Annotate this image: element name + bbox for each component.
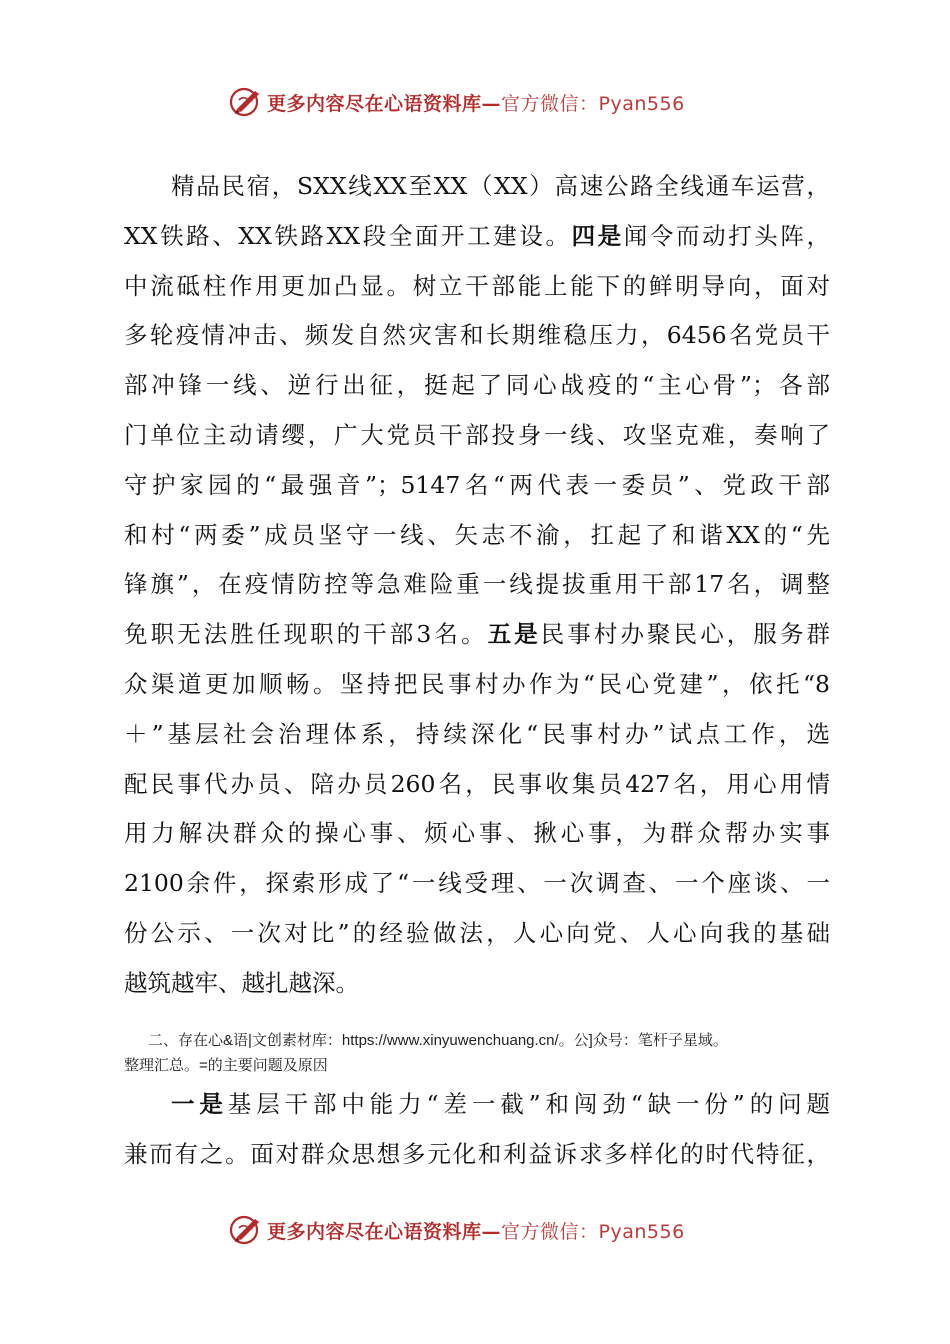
heading-line: 二、存在心&语|文创素材库：https://www.xinyuwenchuang.cn/。公]众号：笔杆子星域。: [148, 1032, 728, 1049]
text-line: 中流砥柱作用更加凸显。树立干部能上能下的鲜明导向，面对: [124, 271, 830, 300]
section-heading: [124, 1028, 830, 1078]
text-line: XX铁路、XX铁路XX段全面开工建设。四是闻令而动打头阵，: [124, 221, 831, 250]
text-line: 配民事代办员、陪办员260名，民事收集员427名，用心用情: [124, 769, 830, 798]
pen-logo-icon: [229, 1213, 263, 1247]
footer-watermark-banner: [229, 1212, 749, 1248]
text-line: 份公示、一次对比”的经验做法，人心向党、人心向我的基础: [124, 918, 830, 947]
header-watermark-banner: [229, 84, 749, 120]
body-paragraph-2: [124, 1080, 830, 1180]
text-line: 多轮疫情冲击、频发自然灾害和长期维稳压力，6456名党员干: [124, 321, 830, 350]
text-line: 众渠道更加顺畅。坚持把民事村办作为“民心党建”，依托“8: [124, 669, 830, 698]
pen-logo-icon: [229, 85, 263, 119]
text-line: 和村“两委”成员坚守一线、矢志不渝，扛起了和谐XX的“先: [124, 520, 830, 549]
banner-text: 更多内容尽在心语资料库—官方微信：Pyan556: [267, 1220, 685, 1243]
text-line: 越筑越牢、越扎越深。: [124, 968, 359, 997]
body-paragraph: [124, 162, 830, 1009]
text-line: 守护家园的“最强音”；5147名“两代表一委员”、党政干部: [124, 470, 830, 499]
heading-line: 整理汇总。=的主要问题及原因: [124, 1057, 328, 1074]
text-line: 2100余件，探索形成了“一线受理、一次调查、一个座谈、一: [124, 869, 830, 898]
text-line: 部冲锋一线、逆行出征，挺起了同心战疫的“主心骨”；各部: [124, 371, 830, 400]
text-line: 精品民宿，SXX线XX至XX（XX）高速公路全线通车运营，: [171, 172, 830, 200]
text-line: 用力解决群众的操心事、烦心事、揪心事，为群众帮办实事: [124, 819, 830, 848]
text-line: 免职无法胜任现职的干部3名。五是民事村办聚民心，服务群: [124, 620, 831, 649]
banner-text: 更多内容尽在心语资料库—官方微信：Pyan556: [267, 92, 685, 115]
text-line: 兼而有之。面对群众思想多元化和利益诉求多样化的时代特征，: [124, 1139, 830, 1168]
text-line: ＋”基层社会治理体系，持续深化“民事村办”试点工作，选: [124, 719, 830, 748]
text-line: 锋旗”，在疫情防控等急难险重一线提拔重用干部17名，调整: [124, 570, 830, 599]
text-line: 门单位主动请缨，广大党员干部投身一线、攻坚克难，奏响了: [124, 420, 830, 449]
text-line: 一是基层干部中能力“差一截”和闯劲“缺一份”的问题: [171, 1090, 831, 1118]
